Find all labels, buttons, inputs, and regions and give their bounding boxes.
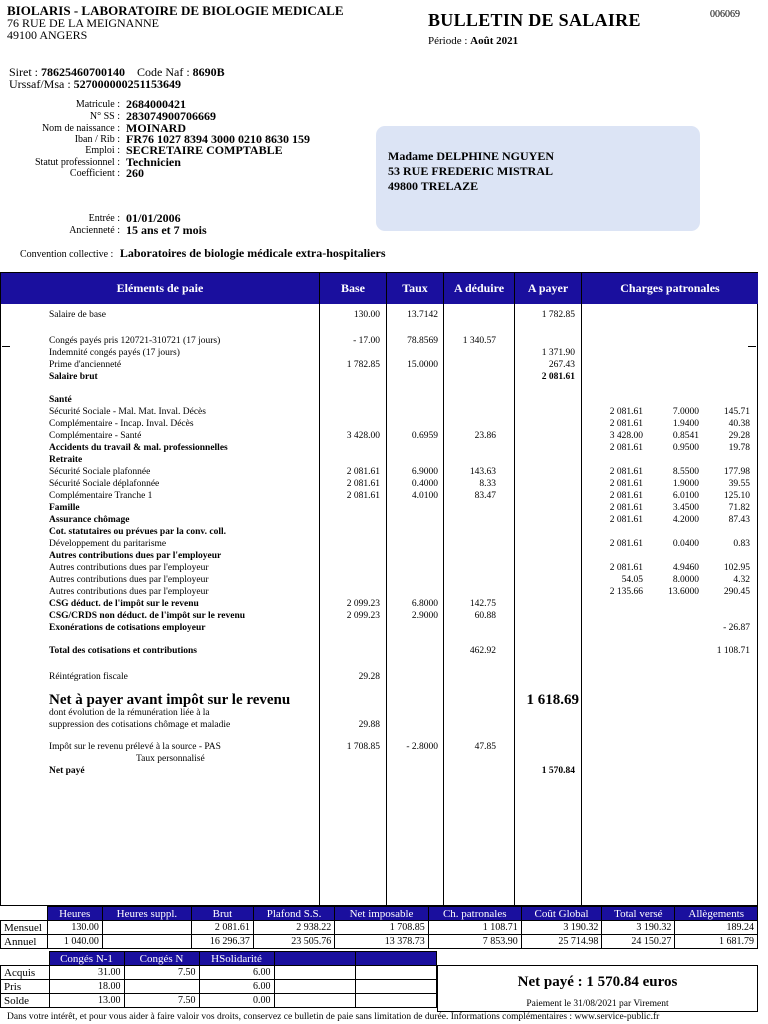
pay-line-taux: 4.0100 (411, 491, 438, 501)
pay-line-pay: 1 570.84 (541, 766, 575, 776)
summary-cell (102, 921, 191, 935)
convention-label: Convention collective : (20, 249, 114, 260)
pay-line-base: 2 081.61 (346, 479, 380, 489)
pay-line-lab: Cot. statutaires ou prévues par la conv. coll. (49, 527, 226, 537)
pay-line-base: 2 081.61 (346, 491, 380, 501)
summary-header: Heures suppl. (102, 907, 191, 921)
summary-cell: 3 190.32 (602, 921, 675, 935)
address-line-1: Madame DELPHINE NGUYEN (388, 149, 555, 163)
pay-line-ct: 0.9500 (672, 443, 699, 453)
pay-line (1, 707, 759, 719)
pay-line-ded: 1 340.57 (462, 336, 496, 346)
summary-header: Allègements (675, 907, 758, 921)
pay-line (1, 765, 759, 777)
pay-line-cm: 1 108.71 (716, 646, 750, 656)
pay-line (1, 550, 759, 562)
leave-cell: 18.00 (49, 980, 124, 994)
leave-table (0, 951, 437, 1008)
col-header-elements: Eléments de paie (1, 273, 319, 304)
pay-line (1, 466, 759, 478)
pay-line-base: 29.88 (358, 720, 380, 730)
urssaf-value: 527000000251153649 (73, 77, 182, 91)
pay-line-lab: Assurance chômage (49, 515, 130, 525)
leave-row-solde (1, 994, 437, 1008)
pay-line-base: 29.28 (358, 672, 380, 682)
footer-notice: Dans votre intérêt, et pour vous aider à faire valoir vos droits, conservez ce bulletin de paie sans limitation de durée. Informations complémentaires : www.service-public.fr (7, 1012, 660, 1022)
pay-line-cb: 2 081.61 (609, 539, 643, 549)
pay-line (1, 526, 759, 538)
summary-cell: 25 714.98 (521, 935, 602, 949)
pay-line (1, 430, 759, 442)
pay-line-cb: 54.05 (621, 575, 643, 585)
summary-cell: 2 938.22 (253, 921, 334, 935)
pay-line-cb: 3 428.00 (609, 431, 643, 441)
leave-cell: 7.50 (124, 994, 199, 1008)
pay-line-cm: 4.32 (733, 575, 750, 585)
summary-table (0, 906, 758, 949)
pay-line-lab: Prime d'ancienneté (49, 360, 122, 370)
pay-line-cm: 87.43 (728, 515, 750, 525)
summary-cell: 23 505.76 (253, 935, 334, 949)
pay-line (1, 719, 759, 731)
payment-info: Paiement le 31/08/2021 par Virement (526, 999, 669, 1009)
pay-line-ded: 142.75 (469, 599, 496, 609)
fold-mark (2, 346, 10, 347)
col-header-base: Base (320, 273, 386, 304)
pay-line (1, 359, 759, 371)
summary-cell: 13 378.73 (335, 935, 428, 949)
pay-line (1, 478, 759, 490)
payslip-table (0, 272, 758, 906)
company-block (7, 5, 344, 41)
pay-line-base: - 17.00 (353, 336, 380, 346)
pay-line-cb: 2 135.66 (609, 587, 643, 597)
pay-line-cb: 2 081.61 (609, 419, 643, 429)
pay-line-lab: Développement du paritarisme (49, 539, 167, 549)
siret-label: Siret : (9, 65, 38, 79)
pay-line-lab: Total des cotisations et contributions (49, 646, 197, 656)
summary-cell: 1 681.79 (675, 935, 758, 949)
siret-value: 78625460700140 (41, 65, 125, 79)
row-label: Mensuel (1, 921, 48, 935)
document-number: 006069 (710, 9, 740, 20)
pay-line-cm: 125.10 (723, 491, 750, 501)
pay-line-lab: dont évolution de la rémunération liée à la (49, 708, 210, 718)
leave-cell: 6.00 (199, 966, 274, 980)
pay-line-cm: 290.45 (723, 587, 750, 597)
pay-line-lab: CSG/CRDS non déduct. de l'impôt sur le revenu (49, 611, 246, 621)
pay-line-ded: 47.85 (474, 742, 496, 752)
summary-header: Net imposable (335, 907, 428, 921)
pay-line-lab: Salaire brut (49, 372, 98, 382)
leave-header: Congés N (124, 952, 199, 966)
pay-line-cm: 29.28 (728, 431, 750, 441)
pay-line-cb: 2 081.61 (609, 467, 643, 477)
pay-line (1, 309, 759, 321)
pay-line (1, 741, 759, 753)
summary-cell: 7 853.90 (428, 935, 521, 949)
pay-line-taux: 2.9000 (411, 611, 438, 621)
pay-line-ded: 143.63 (469, 467, 496, 477)
pay-line-lab: Taux personnalisé (136, 754, 205, 764)
pay-line-ct: 0.8541 (672, 431, 699, 441)
naf-label: Code Naf : (137, 65, 190, 79)
pay-line-ct: 4.2000 (672, 515, 699, 525)
pay-line-cm: 71.82 (728, 503, 750, 513)
pay-line-pay: 1 618.69 (526, 692, 579, 708)
summary-header: Total versé (602, 907, 675, 921)
pay-line-base: 3 428.00 (346, 431, 380, 441)
pay-line-cb: 2 081.61 (609, 503, 643, 513)
pay-line-lab: suppression des cotisations chômage et maladie (49, 720, 231, 730)
row-label: Pris (1, 980, 50, 994)
pay-line-ct: 8.5500 (672, 467, 699, 477)
pay-line-lab: Complémentaire - Santé (49, 431, 142, 441)
pay-line-cb: 2 081.61 (609, 563, 643, 573)
summary-cell: 16 296.37 (191, 935, 253, 949)
address-line-2: 53 RUE FREDERIC MISTRAL (388, 164, 554, 178)
pay-line-lab: Réintégration fiscale (49, 672, 128, 682)
pay-line-ct: 3.4500 (672, 503, 699, 513)
pay-line-taux: 6.9000 (411, 467, 438, 477)
pay-line-ct: 8.0000 (672, 575, 699, 585)
pay-line-base: 2 099.23 (346, 611, 380, 621)
summary-header: Coût Global (521, 907, 602, 921)
fold-mark (748, 346, 756, 347)
leave-cell: 31.00 (49, 966, 124, 980)
summary-header: Brut (191, 907, 253, 921)
pay-line (1, 671, 759, 683)
pay-line-ded: 8.33 (479, 479, 496, 489)
address-line-3: 49800 TRELAZE (388, 179, 479, 193)
summary-cell: 130.00 (47, 921, 102, 935)
pay-line-lab: Indemnité congés payés (17 jours) (49, 348, 180, 358)
summary-row-annual (1, 935, 758, 949)
pay-line-lab: Congés payés pris 120721-310721 (17 jours) (49, 336, 221, 346)
naf-value: 8690B (192, 65, 225, 79)
summary-header: Ch. patronales (428, 907, 521, 921)
pay-line-base: 1 708.85 (346, 742, 380, 752)
pay-line-cm: 102.95 (723, 563, 750, 573)
company-city: 49100 ANGERS (7, 28, 88, 42)
pay-line-ct: 13.6000 (668, 587, 699, 597)
leave-header: HSolidarité (199, 952, 274, 966)
pay-line (1, 502, 759, 514)
pay-line-cm: 177.98 (723, 467, 750, 477)
pay-line-cm: 0.83 (733, 539, 750, 549)
pay-line-taux: 0.6959 (411, 431, 438, 441)
pay-line-pay: 267.43 (548, 360, 575, 370)
pay-line-ct: 6.0100 (672, 491, 699, 501)
pay-line-base: 1 782.85 (346, 360, 380, 370)
pay-line (1, 490, 759, 502)
pay-line-lab: Impôt sur le revenu prélevé à la source - PAS (49, 742, 221, 752)
period-label: Période : (428, 35, 468, 47)
pay-line-lab: Retraite (49, 455, 83, 465)
employer-ids (9, 66, 225, 90)
pay-line-taux: 13.7142 (407, 310, 438, 320)
summary-cell: 1 708.85 (335, 921, 428, 935)
pay-line-lab: Famille (49, 503, 80, 513)
pay-line-lab: Sécurité Sociale - Mal. Mat. Inval. Décès (49, 407, 206, 417)
pay-line-lab: Accidents du travail & mal. professionnelles (49, 443, 228, 453)
pay-line-lab: Autres contributions dues par l'employeur (49, 563, 209, 573)
pay-line-lab: Santé (49, 395, 72, 405)
leave-cell: 6.00 (199, 980, 274, 994)
pay-line-lab: Net payé (49, 766, 85, 776)
pay-line (1, 418, 759, 430)
leave-cell: 13.00 (49, 994, 124, 1008)
net-paid-box (437, 965, 758, 1012)
pay-line-ct: 4.9460 (672, 563, 699, 573)
pay-line-ct: 1.9400 (672, 419, 699, 429)
pay-line (1, 610, 759, 622)
summary-cell (102, 935, 191, 949)
pay-line-ct: 1.9000 (672, 479, 699, 489)
collective-agreement (20, 246, 386, 261)
pay-line-lab: Autres contributions dues par l'employeur (49, 587, 209, 597)
pay-line-lab: Sécurité Sociale déplafonnée (49, 479, 160, 489)
leave-row-acquis (1, 966, 437, 980)
leave-cell: 7.50 (124, 966, 199, 980)
company-name: BIOLARIS - LABORATOIRE DE BIOLOGIE MEDICALE (7, 3, 344, 18)
pay-line-cm: - 26.87 (723, 623, 750, 633)
pay-line-lab: CSG déduct. de l'impôt sur le revenu (49, 599, 199, 609)
pay-line-taux: - 2.8000 (406, 742, 438, 752)
pay-line (1, 645, 759, 657)
recipient-address-box (376, 126, 700, 231)
document-title: BULLETIN DE SALAIRE (428, 10, 641, 30)
summary-cell: 2 081.61 (191, 921, 253, 935)
row-label: Acquis (1, 966, 50, 980)
pay-line-ct: 0.0400 (672, 539, 699, 549)
pay-line (1, 598, 759, 610)
pay-line (1, 406, 759, 418)
pay-line (1, 622, 759, 634)
pay-line (1, 574, 759, 586)
pay-line-cm: 39.55 (728, 479, 750, 489)
pay-line-cb: 2 081.61 (609, 515, 643, 525)
urssaf-label: Urssaf/Msa : (9, 77, 71, 91)
col-header-deduire: A déduire (444, 273, 514, 304)
pay-line-base: 2 099.23 (346, 599, 380, 609)
pay-line-cm: 145.71 (723, 407, 750, 417)
convention-value: Laboratoires de biologie médicale extra-hospitaliers (119, 246, 386, 260)
pay-line (1, 538, 759, 550)
pay-line-cm: 40.38 (728, 419, 750, 429)
pay-line (1, 394, 759, 406)
pay-line-ct: 7.0000 (672, 407, 699, 417)
pay-line-taux: 15.0000 (407, 360, 438, 370)
pay-line-base: 2 081.61 (346, 467, 380, 477)
pay-line-ded: 462.92 (469, 646, 496, 656)
pay-line-ded: 23.86 (474, 431, 496, 441)
leave-header: Congés N-1 (49, 952, 124, 966)
pay-line (1, 454, 759, 466)
pay-line (1, 335, 759, 347)
pay-line-taux: 78.8569 (407, 336, 438, 346)
summary-cell: 24 150.27 (602, 935, 675, 949)
pay-line-cb: 2 081.61 (609, 479, 643, 489)
col-header-payer: A payer (515, 273, 581, 304)
pay-line-lab: Autres contributions dues par l'employeur (49, 551, 222, 561)
pay-line-pay: 2 081.61 (541, 372, 575, 382)
period-value: Août 2021 (470, 35, 519, 47)
pay-line (1, 562, 759, 574)
pay-line-ded: 83.47 (474, 491, 496, 501)
row-label: Solde (1, 994, 50, 1008)
pay-line-pay: 1 782.85 (541, 310, 575, 320)
net-paid-amount: Net payé : 1 570.84 euros (517, 974, 678, 990)
pay-line-lab: Complémentaire Tranche 1 (49, 491, 153, 501)
summary-cell: 3 190.32 (521, 921, 602, 935)
pay-line-cb: 2 081.61 (609, 407, 643, 417)
pay-line-cb: 2 081.61 (609, 491, 643, 501)
leave-cell (124, 980, 199, 994)
pay-line (1, 753, 759, 765)
pay-line-lab: Sécurité Sociale plafonnée (49, 467, 151, 477)
summary-header: Heures (47, 907, 102, 921)
pay-line (1, 586, 759, 598)
pay-line-lab: Exonérations de cotisations employeur (49, 623, 206, 633)
pay-line-lab: Net à payer avant impôt sur le revenu (49, 692, 291, 708)
summary-cell: 1 040.00 (47, 935, 102, 949)
pay-line-ded: 60.88 (474, 611, 496, 621)
pay-line (1, 442, 759, 454)
summary-header: Plafond S.S. (253, 907, 334, 921)
col-header-charges: Charges patronales (582, 273, 758, 304)
leave-row-pris (1, 980, 437, 994)
pay-line-cm: 19.78 (728, 443, 750, 453)
pay-line (1, 347, 759, 359)
pay-line-pay: 1 371.90 (541, 348, 575, 358)
pay-line-lab: Autres contributions dues par l'employeur (49, 575, 209, 585)
pay-line-taux: 0.4000 (411, 479, 438, 489)
pay-line-lab: Complémentaire - Incap. Inval. Décès (49, 419, 194, 429)
pay-line-cb: 2 081.61 (609, 443, 643, 453)
pay-line-lab: Salaire de base (49, 310, 106, 320)
summary-row-monthly (1, 921, 758, 935)
leave-cell: 0.00 (199, 994, 274, 1008)
company-street: 76 RUE DE LA MEIGNANNE (7, 16, 159, 30)
pay-line (1, 514, 759, 526)
pay-line-base: 130.00 (353, 310, 380, 320)
col-header-taux: Taux (387, 273, 443, 304)
pay-line (1, 371, 759, 383)
summary-cell: 1 108.71 (428, 921, 521, 935)
pay-line-taux: 6.8000 (411, 599, 438, 609)
summary-cell: 189.24 (675, 921, 758, 935)
row-label: Annuel (1, 935, 48, 949)
pay-period (428, 35, 518, 47)
